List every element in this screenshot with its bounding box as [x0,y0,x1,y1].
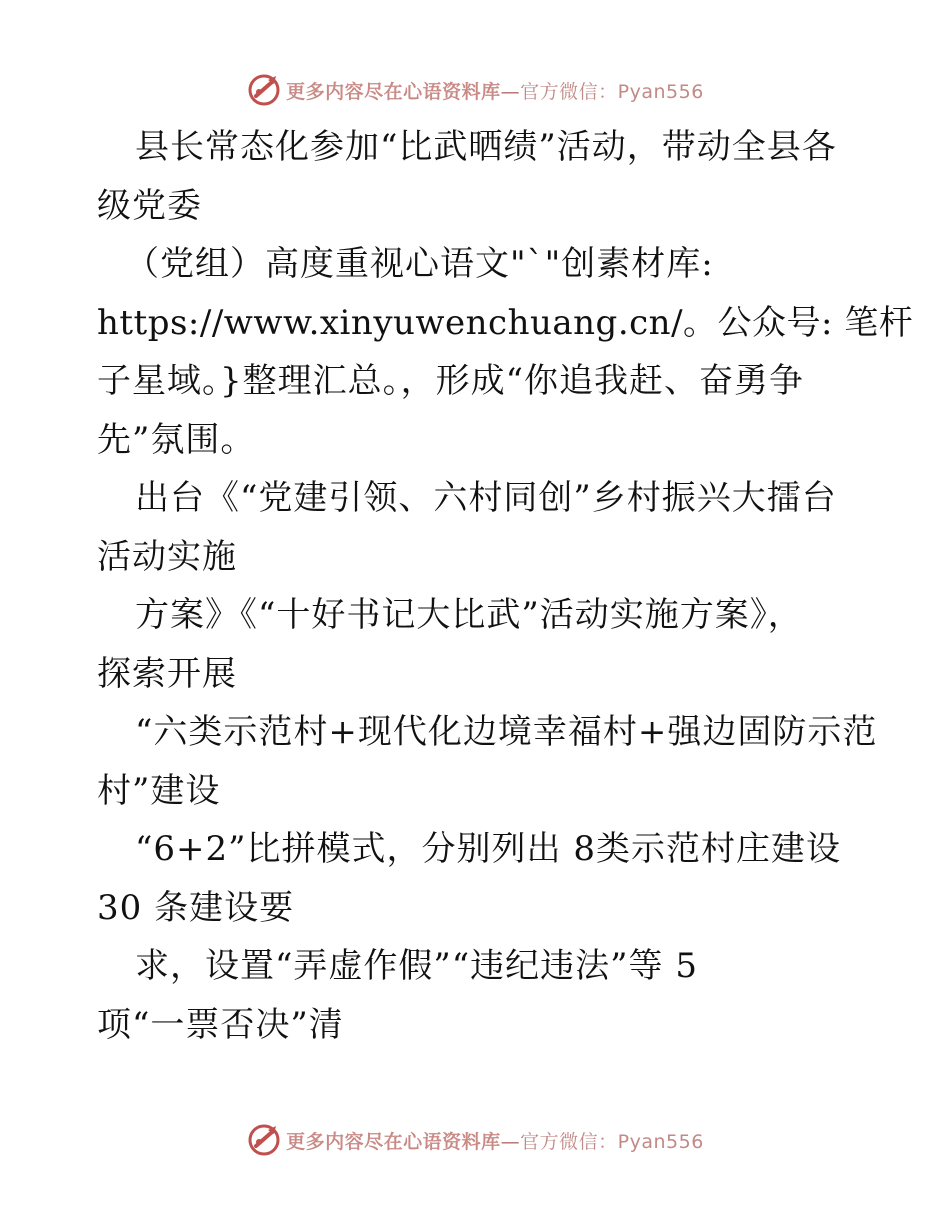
logo-icon [246,72,282,108]
body-line-15: 求，设置“弄虚作假”“违纪违法”等 5 [135,946,698,986]
body-line-11: “六类示范村+现代化边境幸福村+强边固防示范 [135,712,878,752]
body-line-3: （党组）高度重视心语文"`"创素材库: [125,244,714,284]
footer-banner-wechat: 官方微信：Pyan556 [520,1130,704,1153]
header-banner-main: 更多内容尽在心语资料库 [286,80,501,103]
body-line-8: 活动实施 [97,536,237,577]
body-line-4: https://www.xinyuwenchuang.cn/。公众号: 笔杆 [97,302,914,343]
body-line-16: 项“一票否决”清 [97,1004,344,1045]
body-line-2: 级党委 [97,185,202,226]
header-banner-wechat: 官方微信：Pyan556 [520,80,704,103]
body-line-12: 村”建设 [97,770,221,811]
footer-banner-main: 更多内容尽在心语资料库 [286,1130,501,1153]
body-line-6: 先”氛围。 [97,419,256,460]
header-watermark-banner [0,70,950,110]
body-line-10: 探索开展 [97,653,237,694]
footer-banner-dash: — [500,1130,521,1153]
body-line-14: 30 条建设要 [97,887,295,928]
document-body [97,118,914,1054]
body-line-13: “6+2”比拼模式，分别列出 8类示范村庄建设 [135,829,841,869]
footer-banner-text [286,1127,704,1154]
logo-icon [246,1122,282,1158]
header-banner-dash: — [500,80,521,103]
body-line-5: 子星域。}整理汇总。，形成“你追我赶、奋勇争 [97,361,805,401]
footer-watermark-banner [0,1120,950,1160]
body-line-9: 方案》《“十好书记大比武”活动实施方案》， [135,595,803,635]
body-line-1: 县长常态化参加“比武晒绩”活动，带动全县各 [135,127,837,167]
header-banner-text [286,77,704,104]
body-line-7: 出台《“党建引领、六村同创”乡村振兴大擂台 [135,478,837,518]
